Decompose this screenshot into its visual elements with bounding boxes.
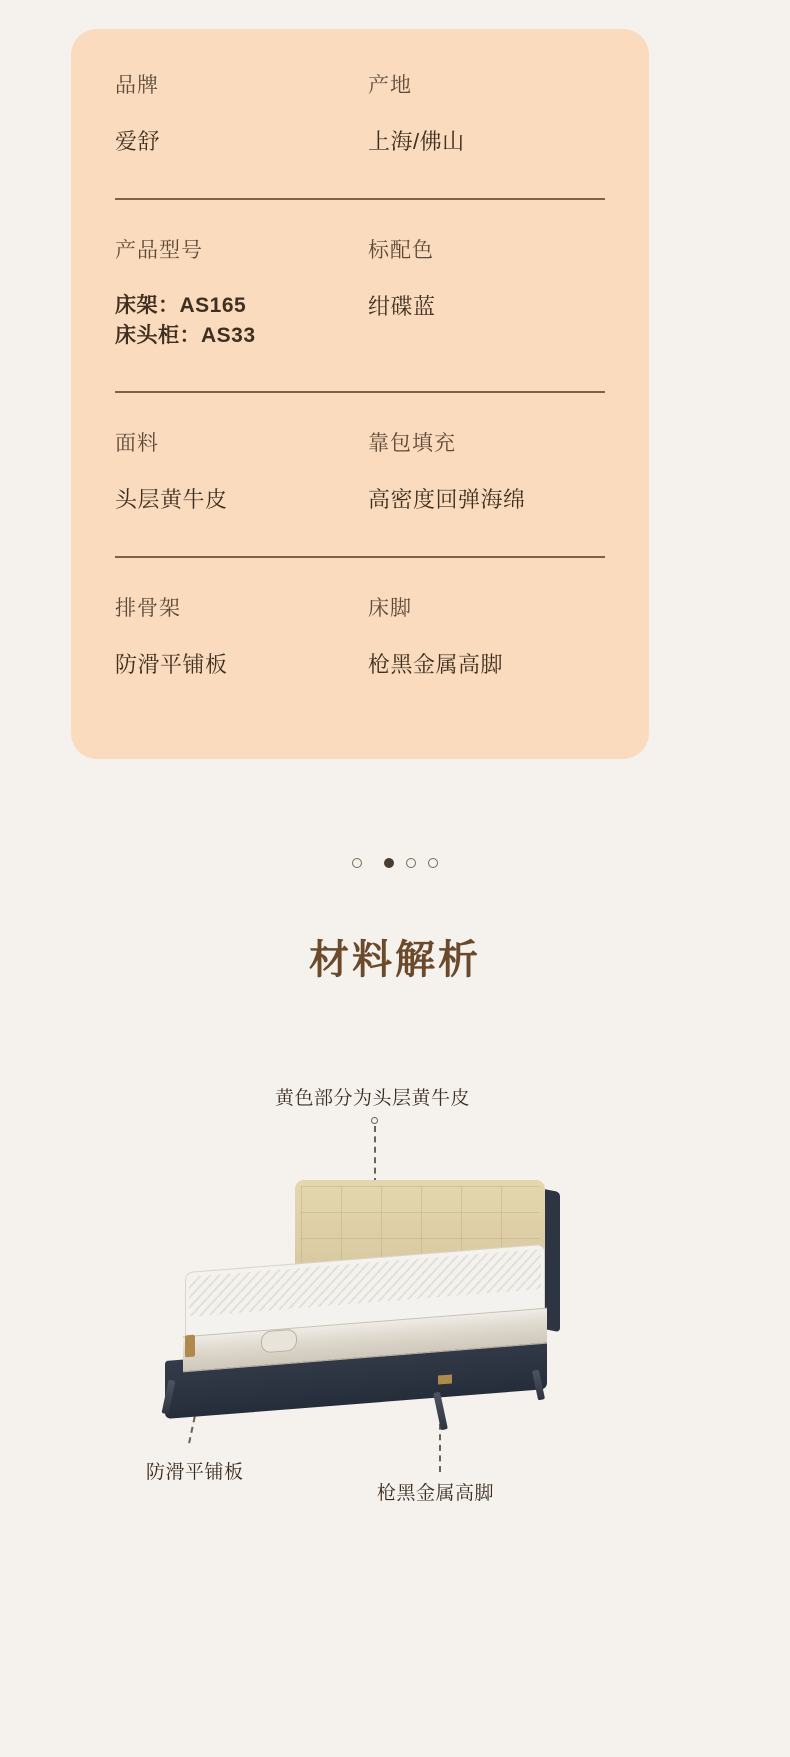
spec-cell-fabric <box>115 429 360 516</box>
spec-value: 上海/佛山 <box>368 129 465 154</box>
spec-card <box>71 29 649 759</box>
spec-value: 爱舒 <box>115 129 161 154</box>
spec-value: 防滑平铺板 <box>115 652 228 677</box>
spec-row <box>115 236 605 351</box>
callout-label-leather: 黄色部分为头层黄牛皮 <box>275 1088 471 1109</box>
bed-base-brand-tag <box>438 1374 452 1384</box>
callout-label-slat-board: 防滑平铺板 <box>146 1462 244 1483</box>
callout-nub <box>371 1117 378 1124</box>
spec-label: 产品型号 <box>115 239 203 262</box>
spec-cell-standard-color <box>360 236 605 351</box>
mattress-side-tag <box>185 1335 195 1358</box>
spec-label: 面料 <box>115 432 159 455</box>
spec-cell-cushion-fill <box>360 429 605 516</box>
spec-value: 高密度回弹海绵 <box>368 487 526 512</box>
spec-value: 绀碟蓝 <box>368 294 436 319</box>
callout-dotted-line <box>374 1126 376 1184</box>
callout-label-metal-legs: 枪黑金属高脚 <box>377 1483 495 1504</box>
bed-illustration <box>143 1180 563 1430</box>
bed-leg <box>433 1392 448 1431</box>
spec-label: 床脚 <box>368 597 412 620</box>
spec-card-content <box>115 71 605 729</box>
spec-cell-model <box>115 236 360 351</box>
spec-value: 头层黄牛皮 <box>115 487 228 512</box>
spec-value-line: 床架：AS165 <box>115 294 247 317</box>
section-title: 材料解析 <box>309 938 481 982</box>
pagination-dot[interactable] <box>406 858 416 868</box>
spec-row <box>115 429 605 516</box>
spec-label: 品牌 <box>115 74 159 97</box>
mattress-logo-badge <box>261 1329 297 1354</box>
spec-value: 枪黑金属高脚 <box>368 652 504 677</box>
spec-cell-brand <box>115 71 360 158</box>
pagination-dot[interactable] <box>428 858 438 868</box>
spec-label: 标配色 <box>368 239 434 262</box>
spec-label: 靠包填充 <box>368 432 456 455</box>
spec-label: 产地 <box>368 74 412 97</box>
spec-row <box>115 71 605 158</box>
spec-row <box>115 594 605 681</box>
spec-label: 排骨架 <box>115 597 181 620</box>
spec-cell-origin <box>360 71 605 158</box>
pagination-dots[interactable] <box>0 858 790 868</box>
spec-cell-bed-legs <box>360 594 605 681</box>
spec-cell-slat-frame <box>115 594 360 681</box>
pagination-dot[interactable] <box>352 858 362 868</box>
spec-value-line: 床头柜：AS33 <box>115 324 256 347</box>
callout-leader-leather <box>371 1117 381 1187</box>
spec-value <box>115 291 360 351</box>
pagination-dot-active[interactable] <box>384 858 394 868</box>
